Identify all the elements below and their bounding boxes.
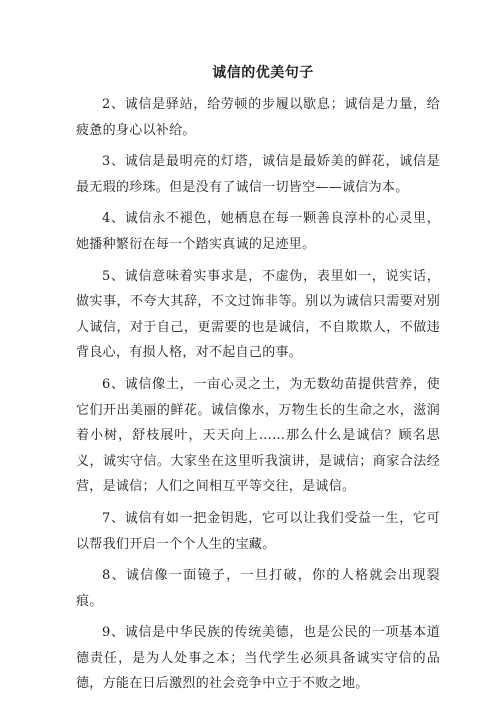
paragraph-3: 3、诚信是最明亮的灯塔，诚信是最娇美的鲜花，诚信是最无瑕的珍珠。但是没有了诚信一切皆空——诚信为本。 (76, 154, 440, 195)
paragraph-8: 8、诚信像一面镜子，一旦打破，你的人格就会出现裂痕。 (76, 568, 440, 609)
paragraph-4: 4、诚信永不褪色，她栖息在每一颗善良淳朴的心灵里，她播种繁衍在每一个踏实真诚的足迹里。 (76, 211, 440, 252)
paragraph-5: 5、诚信意味着实事求是，不虚伪，表里如一，说实话，做实事，不夸大其辞，不文过饰非等。别以为诚信只需要对别人诚信，对于自己，更需要的也是诚信，不自欺欺人，不做违背良心，有损人格，对不起自己的事。 (76, 268, 440, 361)
paragraph-7: 7、诚信有如一把金钥匙，它可以让我们受益一生，它可以帮我们开启一个个人生的宝藏。 (76, 510, 440, 552)
paragraph-6: 6、诚信像土，一亩心灵之土，为无数幼苗提供营养，使它们开出美丽的鲜花。诚信像水，万物生长的生命之水，滋润着小树，舒枝展叶，天天向上……那么什么是诚信？顾名思义，诚实守信。大家坐在这里听我演讲，是诚信；商家合法经营，是诚信；人们之间相互平等交往，是诚信。 (76, 376, 440, 495)
paragraph-9: 9、诚信是中华民族的传统美德，也是公民的一项基本道德责任，是为人处事之本；当代学生必须具备诚实守信的品德，方能在日后激烈的社会竞争中立于不败之地。 (76, 625, 440, 692)
document-title: 诚信的优美句子 (212, 65, 314, 81)
paragraph-2: 2、诚信是驿站，给劳顿的步履以歇息；诚信是力量，给疲惫的身心以补给。 (76, 97, 440, 138)
